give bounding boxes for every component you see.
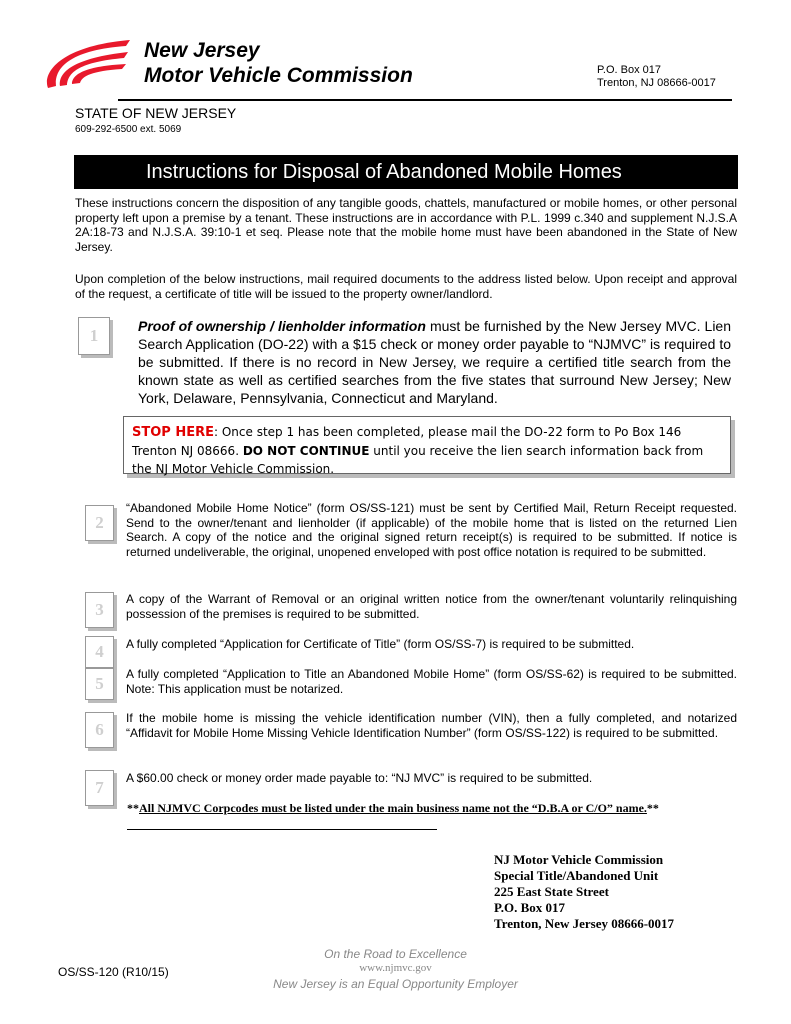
step-7-text: A $60.00 check or money order made payable to: “NJ MVC” is required to be submitted. bbox=[126, 771, 593, 785]
org-name-line2: Motor Vehicle Commission bbox=[144, 64, 413, 87]
org-name-line1: New Jersey bbox=[144, 39, 260, 62]
step-number-3: 3 bbox=[85, 592, 114, 628]
corp-suffix: ** bbox=[646, 801, 659, 815]
phone-number: 609-292-6500 ext. 5069 bbox=[75, 124, 182, 135]
corpcodes-note bbox=[127, 801, 659, 816]
header-address bbox=[597, 64, 716, 90]
mailing-line: Special Title/Abandoned Unit bbox=[494, 868, 659, 883]
step-1-body: must be furnished by the New Jersey MVC. Lien Search Application (DO-22) with a $15 check or money order payable to “NJMVC” is required to be submitted. If there is no record in New Jersey, we require a certified title search from the known state as well as certified searches from the five states that surround New Jersey; New York, Delaware, Pennsylvania, Connecticut and Maryland. bbox=[138, 318, 732, 406]
mailing-line: NJ Motor Vehicle Commission bbox=[494, 852, 664, 867]
step-number-6: 6 bbox=[85, 712, 114, 748]
step-number-4: 4 bbox=[85, 636, 114, 668]
step-1-text bbox=[138, 317, 731, 407]
stop-text-b: until you receive the lien search information back from the NJ Motor Vehicle Commission. bbox=[132, 444, 704, 476]
mailing-line: P.O. Box 017 bbox=[494, 900, 566, 915]
step-number-2: 2 bbox=[85, 505, 114, 541]
stop-here-notice bbox=[123, 416, 731, 474]
address-line2: Trenton, NJ 08666-0017 bbox=[597, 77, 716, 89]
step-number-5: 5 bbox=[85, 668, 114, 700]
step-4-text: A fully completed “Application for Certificate of Title” (form OS/SS-7) is required to be submitted. bbox=[126, 637, 635, 651]
address-line1: P.O. Box 017 bbox=[597, 64, 662, 76]
step-number-1: 1 bbox=[78, 317, 110, 355]
corp-prefix: ** bbox=[127, 801, 139, 815]
step-3-text: A copy of the Warrant of Removal or an original written notice from the owner/tenant voluntarily relinquishing possession of the premises is required to be submitted. bbox=[126, 592, 737, 621]
page-title: Instructions for Disposal of Abandoned Mobile Homes bbox=[74, 155, 738, 189]
intro-paragraph-2: Upon completion of the below instructions, mail required documents to the address listed below. Upon receipt and approval of the request, a certificate of title will be issued to the property owner/landlord. bbox=[75, 272, 737, 301]
signature-line bbox=[127, 829, 437, 830]
njmvc-logo bbox=[40, 38, 135, 93]
stop-text-a: : Once step 1 has been completed, please mail the DO-22 form to Po Box 146 Trenton NJ 08666. bbox=[132, 425, 682, 458]
form-number: OS/SS-120 (R10/15) bbox=[58, 965, 169, 979]
step-2-text: “Abandoned Mobile Home Notice” (form OS/SS-121) must be sent by Certified Mail, Return Receipt requested. Send to the owner/tenant and lienholder (if applicable) of the mobile home that is listed on the returned Lien Search. A copy of the notice and the original signed return receipt(s) is required to be submitted. If notice is returned undeliverable, the original, unopened enveloped with post office notation is required to be submitted. bbox=[126, 501, 737, 559]
header-rule bbox=[118, 99, 732, 101]
mailing-line: 225 East State Street bbox=[494, 884, 609, 899]
step-1-lead: Proof of ownership / lienholder information bbox=[138, 318, 426, 334]
stop-label: STOP HERE bbox=[132, 425, 214, 440]
mailing-address bbox=[494, 852, 674, 932]
step-number-7: 7 bbox=[85, 770, 114, 806]
intro-paragraph-1: These instructions concern the disposition of any tangible goods, chattels, manufactured or mobile homes, or other personal property left upon a premise by a tenant. These instructions are in accordance with P.L. 1999 c.340 and supplement N.J.S.A 2A:18-73 and N.J.S.A. 39:10-1 et seq. Please note that the mobile home must have been abandoned in the State of New Jersey. bbox=[75, 196, 737, 254]
mailing-line: Trenton, New Jersey 08666-0017 bbox=[494, 916, 675, 931]
footer-slogan: On the Road to Excellence bbox=[324, 947, 467, 961]
stop-bold: DO NOT CONTINUE bbox=[242, 444, 370, 458]
step-6-text: If the mobile home is missing the vehicle identification number (VIN), then a fully completed, and notarized “Affidavit for Mobile Home Missing Vehicle Identification Number” (form OS/SS-122) is required to be submitted. bbox=[126, 711, 737, 740]
step-5-text: A fully completed “Application to Title an Abandoned Mobile Home” (form OS/SS-62) is required to be submitted. Note: This application must be notarized. bbox=[126, 667, 737, 696]
corp-underlined: All NJMVC Corpcodes must be listed under the main business name not the “D.B.A or C/O” name. bbox=[139, 801, 647, 815]
footer-website[interactable]: www.njmvc.gov bbox=[359, 962, 432, 974]
state-label: STATE OF NEW JERSEY bbox=[75, 105, 237, 121]
footer-eoe: New Jersey is an Equal Opportunity Employer bbox=[273, 977, 518, 991]
